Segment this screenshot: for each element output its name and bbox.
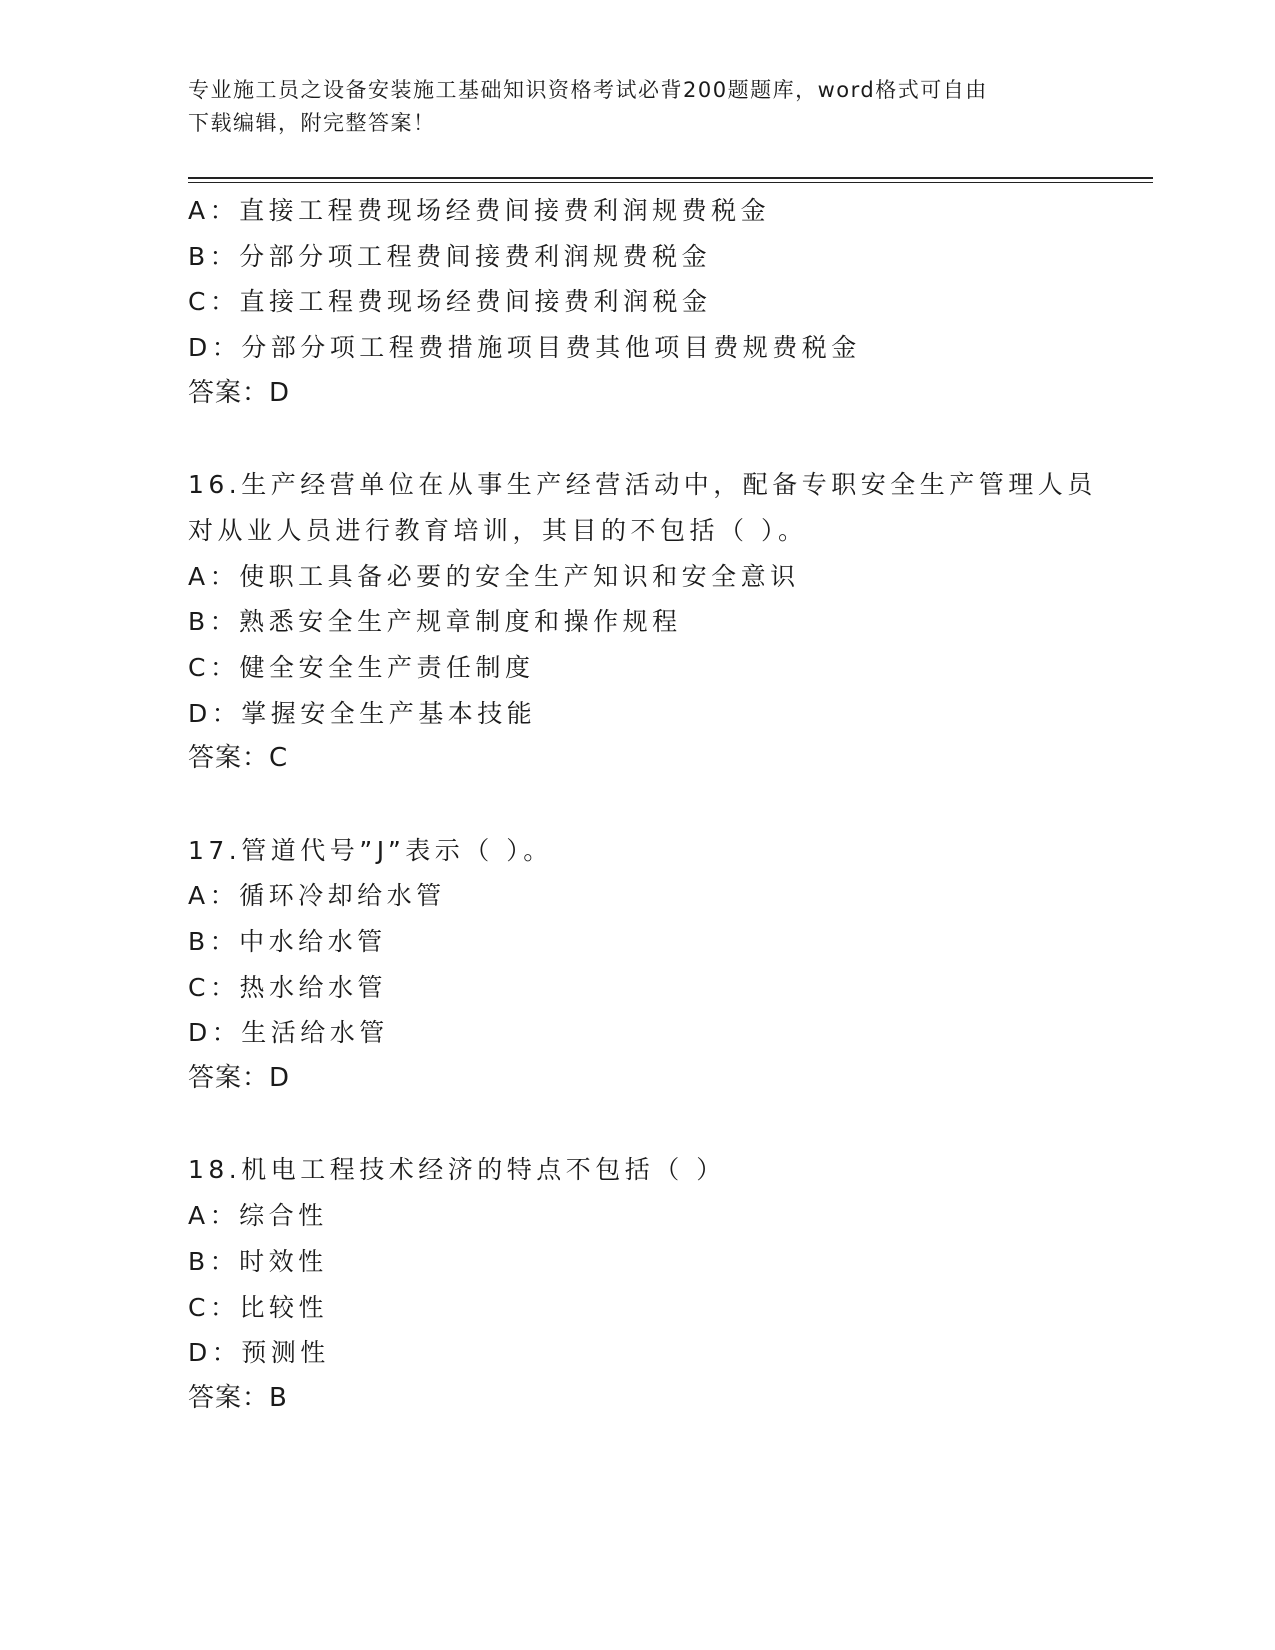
option-d: D：生活给水管 xyxy=(188,1018,389,1048)
option-d: D：分部分项工程费措施项目费其他项目费规费税金 xyxy=(188,333,861,363)
question-18 xyxy=(188,1147,1148,1421)
question-15-continued xyxy=(188,188,1148,416)
question-stem: 17.管道代号”J”表示（ ）。 xyxy=(188,835,553,865)
option-c: C：比较性 xyxy=(188,1292,328,1322)
option-b: B：熟悉安全生产规章制度和操作规程 xyxy=(188,607,682,637)
answer: 答案：D xyxy=(188,377,291,408)
option-a: A：使职工具备必要的安全生产知识和安全意识 xyxy=(188,561,800,591)
option-c: C：直接工程费现场经费间接费利润税金 xyxy=(188,287,712,317)
answer: 答案：B xyxy=(188,1382,288,1413)
header-title-line-1: 专业施工员之设备安装施工基础知识资格考试必背200题题库，word格式可自由 xyxy=(188,78,988,102)
question-stem: 对从业人员进行教育培训，其目的不包括（ ）。 xyxy=(188,515,808,545)
option-d: D：掌握安全生产基本技能 xyxy=(188,698,537,728)
answer: 答案：C xyxy=(188,743,289,774)
option-d: D：预测性 xyxy=(188,1338,330,1368)
option-a: A：直接工程费现场经费间接费利润规费税金 xyxy=(188,196,771,225)
option-b: B：中水给水管 xyxy=(188,927,387,956)
question-stem: 18.机电工程技术经济的特点不包括（ ） xyxy=(188,1155,726,1185)
header-title-line-2: 下载编辑，附完整答案！ xyxy=(188,111,436,135)
question-stem: 16.生产经营单位在从事生产经营活动中，配备专职安全生产管理人员 xyxy=(188,470,1097,500)
option-b: B：分部分项工程费间接费利润规费税金 xyxy=(188,241,712,271)
question-16 xyxy=(188,462,1148,782)
answer: 答案：D xyxy=(188,1063,291,1094)
option-a: A：综合性 xyxy=(188,1201,328,1231)
option-b: B：时效性 xyxy=(188,1246,328,1276)
question-17 xyxy=(188,828,1148,1102)
option-c: C：热水给水管 xyxy=(188,972,387,1002)
question-list xyxy=(188,188,1148,1422)
option-c: C：健全安全生产责任制度 xyxy=(188,652,535,682)
header-divider xyxy=(188,177,1153,183)
option-a: A：循环冷却给水管 xyxy=(188,881,446,911)
page-header xyxy=(188,74,1068,140)
